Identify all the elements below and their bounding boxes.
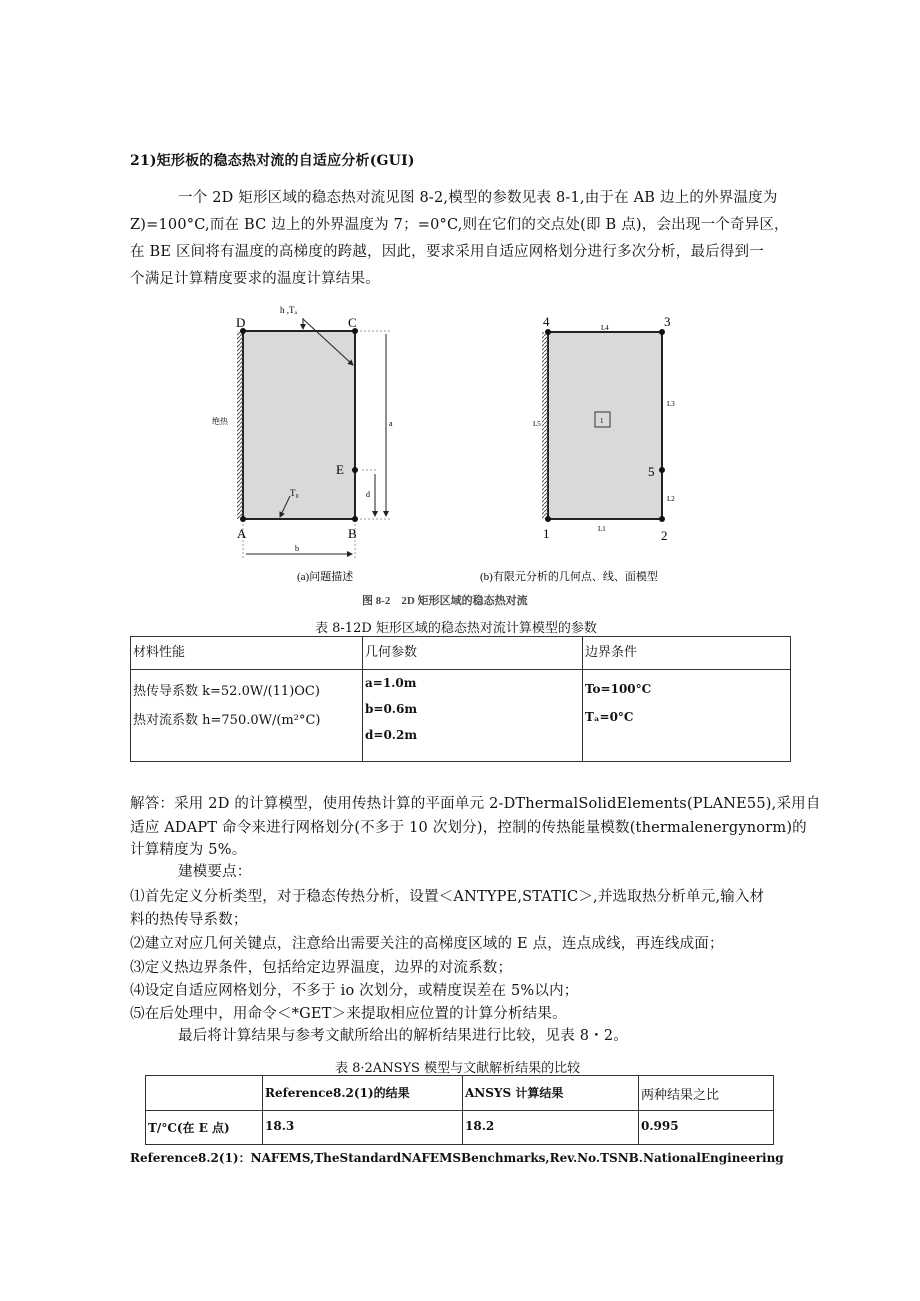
- table1-header: 材料性能: [131, 637, 363, 670]
- answer-line: 适应 ADAPT 命令来进行网格划分(不多于 10 次划分)，控制的传热能量模数(thermalenergynorm)的: [130, 820, 807, 836]
- dim-a: a: [389, 419, 393, 428]
- figure-8-2: [0, 0, 920, 620]
- table1-caption: 表 8-12D 矩形区域的稳态热对流计算模型的参数: [315, 621, 597, 636]
- geom-b: b=0.6m: [365, 702, 418, 716]
- caption-b: (b)有限元分析的几何点、线、面模型: [480, 571, 658, 583]
- kp-1: 1: [543, 526, 550, 541]
- line-l1: L1: [598, 525, 606, 533]
- answer-line: ⑷设定自适应网格划分，不多于 io 次划分，或精度误差在 5%以内；: [130, 983, 579, 999]
- ansys-value: 18.2: [463, 1111, 639, 1145]
- bc-t0: To=100°C: [585, 682, 652, 696]
- dim-b: b: [295, 544, 299, 553]
- insulated-hatch: [237, 331, 243, 519]
- answer-line: ⑸在后处理中，用命令＜*GET＞来提取相应位置的计算分析结果。: [130, 1006, 567, 1022]
- caption-a: (a)问题描述: [297, 571, 354, 583]
- label-d: D: [236, 315, 246, 330]
- kp-4: 4: [543, 314, 550, 329]
- label-insulated: 绝热: [212, 417, 228, 426]
- label-e: E: [336, 462, 344, 477]
- line-l5: L5: [533, 420, 541, 428]
- boundary-cell: [583, 670, 791, 762]
- figure-caption: 图 8-2 2D 矩形区域的稳态热对流: [362, 595, 528, 607]
- answer-line: 建模要点：: [178, 864, 252, 880]
- label-h-ta: h ,Tₐ: [280, 305, 297, 315]
- geometry-cell: [363, 670, 583, 762]
- label-c: C: [348, 315, 357, 330]
- table2-header: [146, 1076, 263, 1111]
- table2-header: ANSYS 计算结果: [463, 1076, 639, 1111]
- table2-header: Reference8.2(1)的结果: [263, 1076, 463, 1111]
- intro-line: 个满足计算精度要求的温度计算结果。: [130, 271, 380, 287]
- geom-a: a=1.0m: [365, 676, 417, 690]
- line-l4: L4: [601, 324, 609, 332]
- table2-row-label: T/°C(在 E 点): [146, 1111, 263, 1145]
- material-cell: [131, 670, 363, 762]
- answer-line: 解答：采用 2D 的计算模型，使用传热计算的平面单元 2-DThermalSolidElements(PLANE55),采用自: [130, 796, 821, 812]
- area-1: 1: [600, 417, 604, 425]
- kp-5: 5: [648, 464, 655, 479]
- domain-rect-a: [243, 331, 355, 519]
- section-heading: 21)矩形板的稳态热对流的自适应分析(GUI): [130, 153, 415, 169]
- answer-line: 最后将计算结果与参考文献所给出的解析结果进行比较，见表 8・2。: [178, 1028, 628, 1044]
- kp-3: 3: [664, 314, 671, 329]
- table2-caption: 表 8·2ANSYS 模型与文献解析结果的比较: [335, 1061, 581, 1076]
- table2: [145, 1075, 774, 1145]
- line-l3: L3: [667, 400, 675, 408]
- answer-line: ⑴首先定义分析类型，对于稳态传热分析，设置＜ANTYPE,STATIC＞,并选取热分析单元,输入材: [130, 889, 765, 905]
- table2-header: 两种结果之比: [639, 1076, 774, 1111]
- geom-d: d=0.2m: [365, 728, 418, 742]
- line-l2: L2: [667, 495, 675, 503]
- table1-header: 边界条件: [583, 637, 791, 670]
- intro-line: Z)=100°C,而在 BC 边上的外界温度为 7；=0°C,则在它们的交点处(即 B 点)，会出现一个奇异区，: [130, 217, 789, 233]
- label-a: A: [237, 526, 247, 541]
- table1: [130, 636, 791, 762]
- dim-d: d: [366, 490, 370, 499]
- insulated-hatch: [542, 332, 548, 519]
- answer-line: 料的热传导系数；: [130, 912, 248, 928]
- answer-line: ⑶定义热边界条件，包括给定边界温度，边界的对流系数；: [130, 960, 513, 976]
- label-t0: T₀: [290, 488, 299, 498]
- convection: 热对流系数 h=750.0W/(m²°C): [133, 713, 321, 728]
- answer-line: ⑵建立对应几何关键点，注意给出需要关注的高梯度区域的 E 点，连点成线，再连线成面；: [130, 936, 724, 952]
- domain-rect-b: [548, 332, 662, 519]
- conductivity: 热传导系数 k=52.0W/(11)OC): [133, 684, 320, 699]
- reference-note: Reference8.2(1)：NAFEMS,TheStandardNAFEMSBenchmarks,Rev.No.TSNB.NationalEngineering: [130, 1151, 784, 1165]
- reference-value: 18.3: [263, 1111, 463, 1145]
- answer-line: 计算精度为 5%。: [130, 842, 247, 858]
- ratio-value: 0.995: [639, 1111, 774, 1145]
- label-b: B: [348, 526, 357, 541]
- kp-2: 2: [661, 528, 668, 543]
- table1-header: 几何参数: [363, 637, 583, 670]
- intro-line: 一个 2D 矩形区域的稳态热对流见图 8-2,模型的参数见表 8-1,由于在 AB 边上的外界温度为: [178, 190, 778, 206]
- intro-line: 在 BE 区间将有温度的高梯度的跨越，因此，要求采用自适应网格划分进行多次分析，最后得到一: [130, 244, 764, 260]
- bc-ta: Tₐ=0°C: [585, 710, 634, 724]
